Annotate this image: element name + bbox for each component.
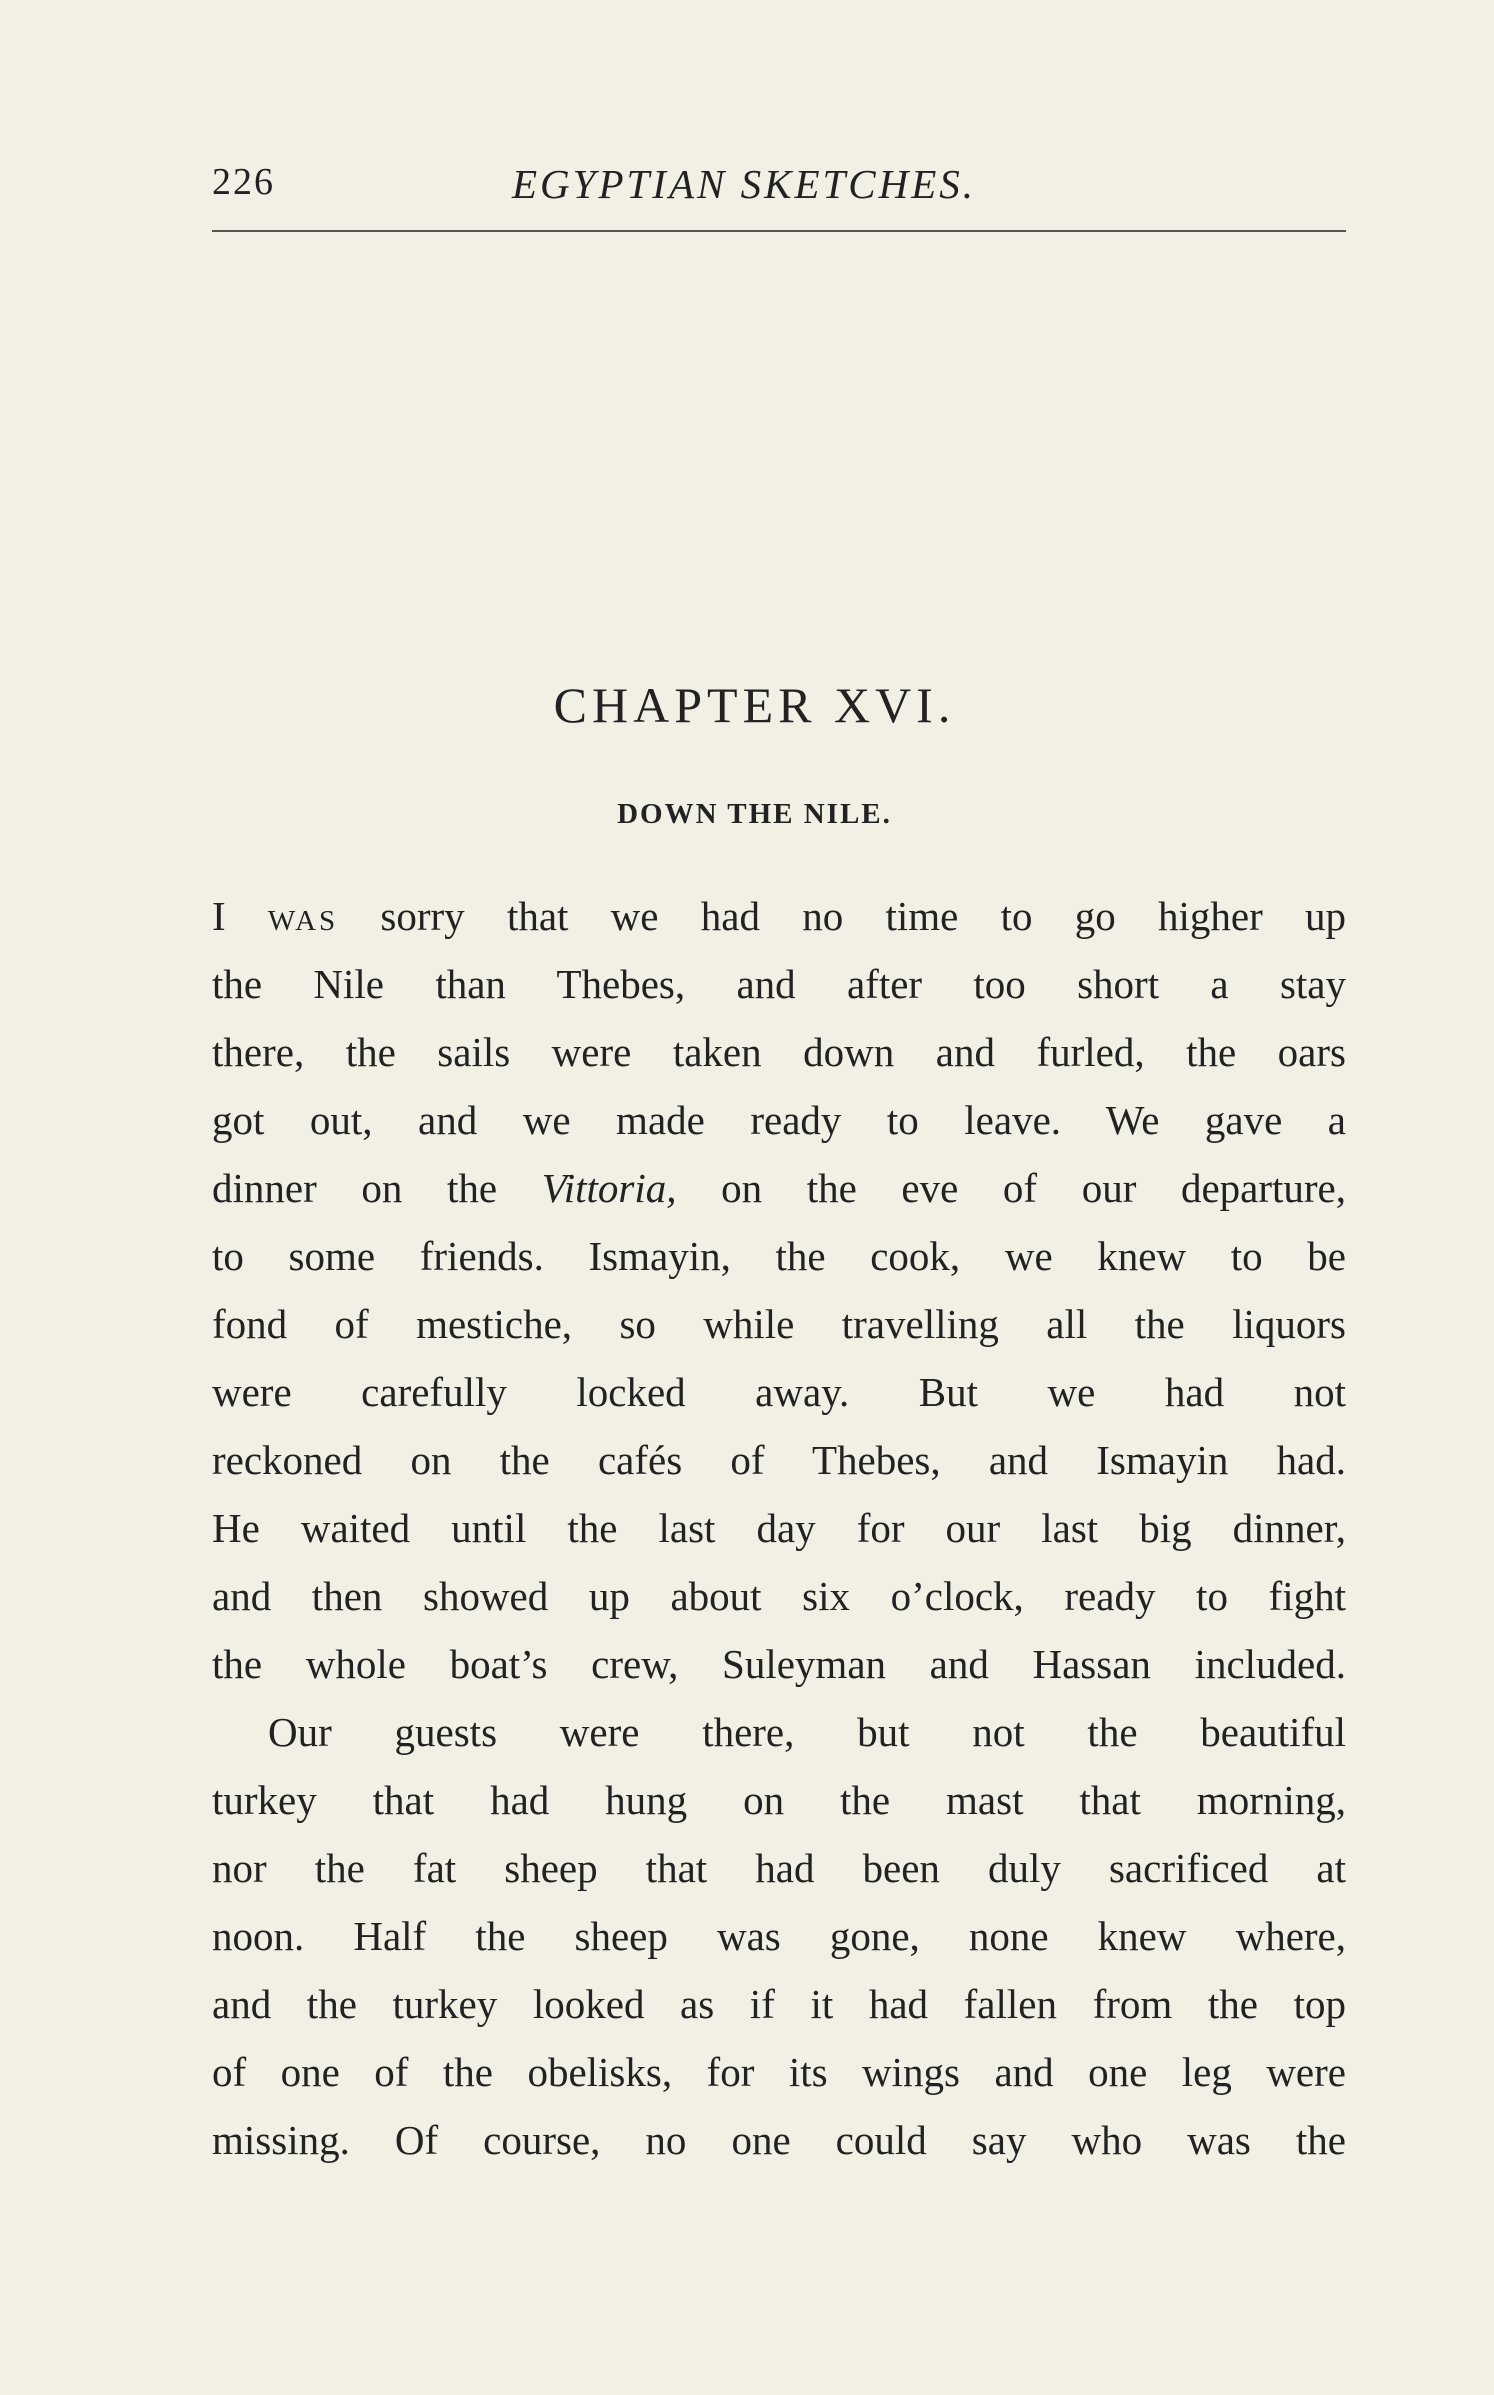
text-line: turkey that had hung on the mast that morning,	[212, 1777, 1346, 1823]
line-text: sorry that we had no time to go higher up	[380, 893, 1346, 939]
text-line: the Nile than Thebes, and after too short a stay	[212, 961, 1346, 1007]
text-line: missing. Of course, no one could say who was the	[212, 2117, 1346, 2163]
text-line: He waited until the last day for our last big dinner,	[212, 1505, 1346, 1551]
text-line: fond of mestiche, so while travelling all the liquors	[212, 1301, 1346, 1347]
chapter-title: CHAPTER XVI.	[553, 677, 956, 733]
text-line: to some friends. Ismayin, the cook, we knew to be	[212, 1233, 1346, 1279]
running-head	[212, 160, 1346, 220]
text-line: nor the fat sheep that had been duly sacrificed at	[212, 1845, 1346, 1891]
text-line: reckoned on the cafés of Thebes, and Ismayin had.	[212, 1437, 1346, 1483]
line-text: on the eve of our departure,	[721, 1165, 1346, 1211]
text-line: Our guests were there, but not the beautiful	[268, 1709, 1346, 1755]
text-line: of one of the obelisks, for its wings and one leg were	[212, 2049, 1346, 2095]
body-text	[212, 882, 1346, 2174]
header-rule	[212, 230, 1346, 232]
page-number: 226	[212, 161, 275, 203]
chapter-subtitle: DOWN THE NILE.	[617, 798, 892, 830]
running-title: EGYPTIAN SKETCHES.	[512, 161, 977, 207]
text-line	[212, 1154, 1346, 1222]
line-text: dinner on the	[212, 1165, 498, 1211]
text-line	[212, 882, 1346, 950]
text-line: the whole boat’s crew, Suleyman and Hassan included.	[212, 1641, 1346, 1687]
drop-initial: I	[212, 893, 226, 939]
small-caps-word: WAS	[267, 905, 339, 937]
text-line: and then showed up about six o’clock, ready to fight	[212, 1573, 1346, 1619]
text-line: were carefully locked away. But we had not	[212, 1369, 1346, 1415]
text-line: got out, and we made ready to leave. We gave a	[212, 1097, 1346, 1143]
text-line: there, the sails were taken down and furled, the oars	[212, 1029, 1346, 1075]
text-line: and the turkey looked as if it had fallen from the top	[212, 1981, 1346, 2027]
text-line: noon. Half the sheep was gone, none knew where,	[212, 1913, 1346, 1959]
italic-ship-name: Vittoria,	[541, 1165, 677, 1211]
